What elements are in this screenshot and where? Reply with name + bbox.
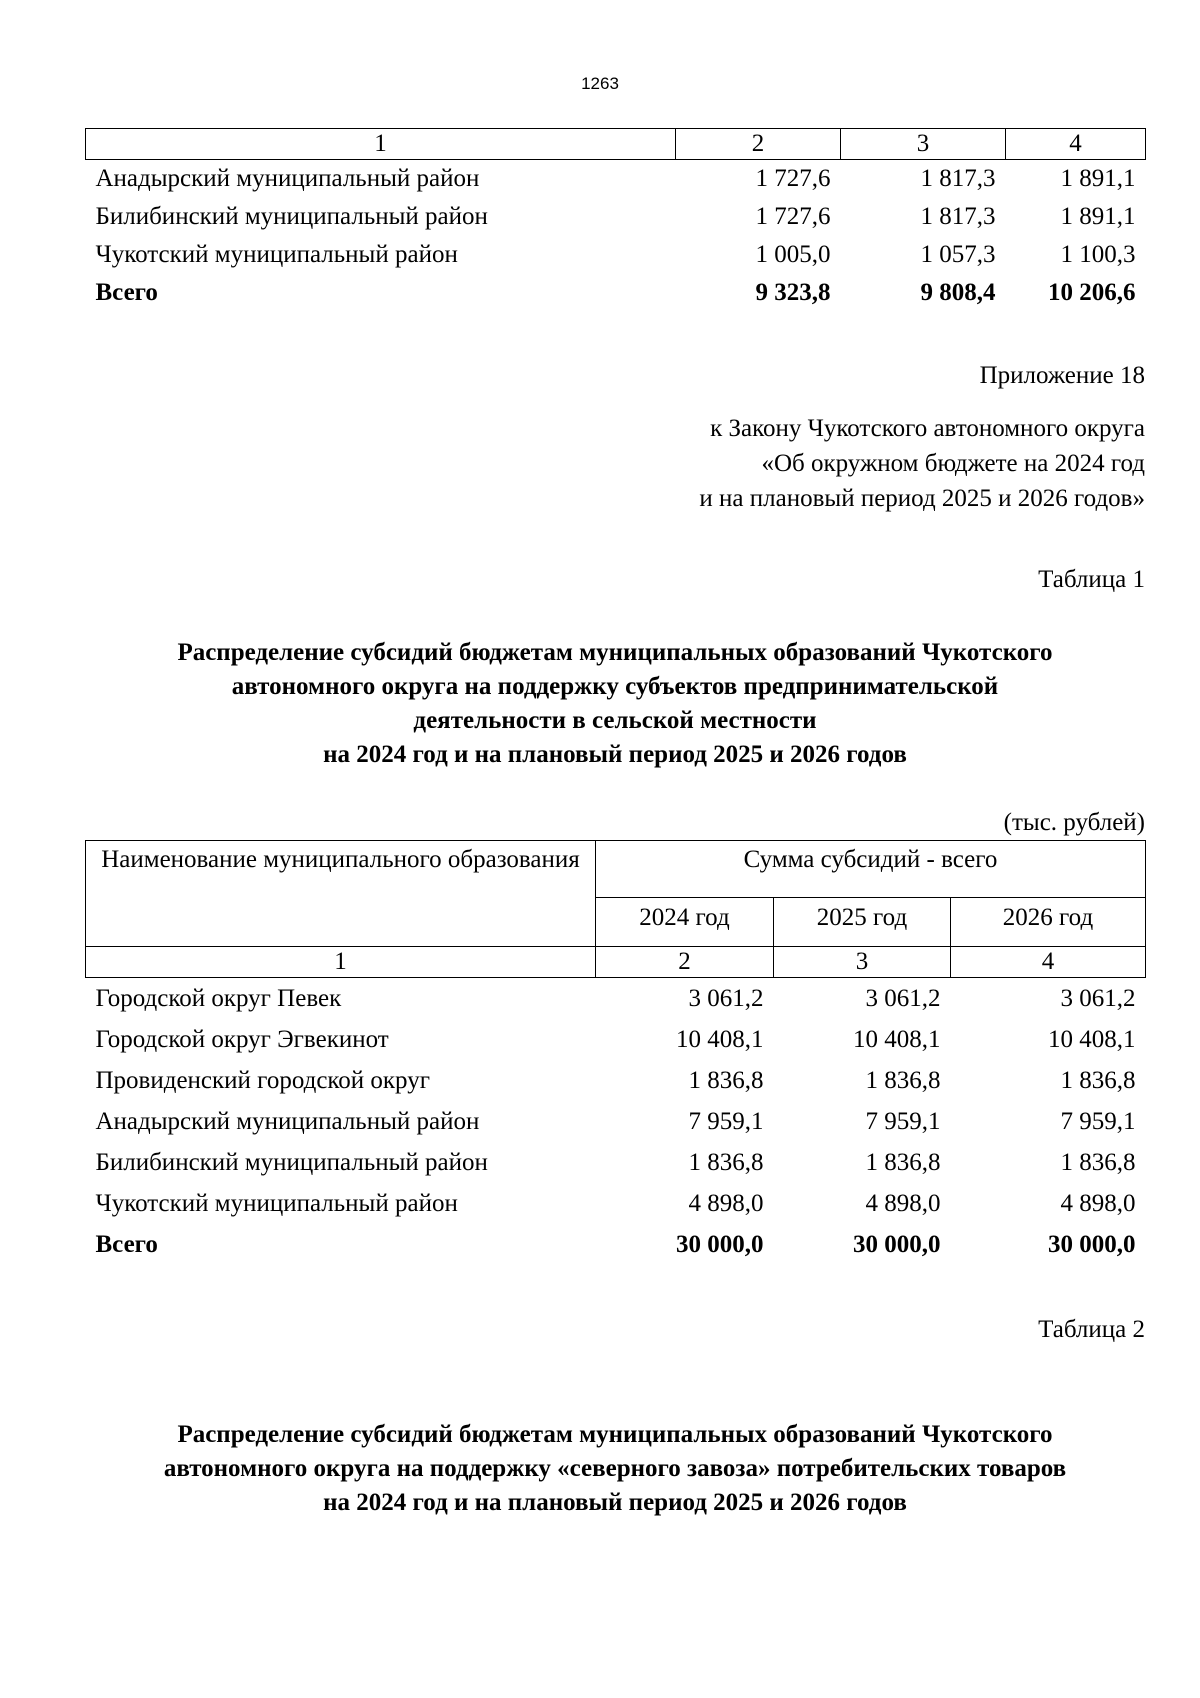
total-2026: 10 206,6 bbox=[1048, 279, 1136, 306]
total-label: Всего bbox=[95, 1231, 158, 1258]
municipality-name: Городской округ Певек bbox=[95, 985, 342, 1012]
index-cell: 2 bbox=[596, 947, 774, 978]
heading-line: на 2024 год и на плановый период 2025 и 2026 годов bbox=[323, 1489, 907, 1516]
year-header-2025: 2025 год bbox=[774, 898, 951, 947]
table-row bbox=[86, 198, 1146, 236]
table-row bbox=[86, 1060, 1146, 1101]
value-2026: 7 959,1 bbox=[1060, 1108, 1136, 1135]
appendix-reference-line: «Об окружном бюджете на 2024 год bbox=[761, 450, 1145, 477]
value-2026: 3 061,2 bbox=[1060, 985, 1136, 1012]
municipality-name: Провиденский городской округ bbox=[95, 1067, 430, 1094]
value-2024: 10 408,1 bbox=[676, 1026, 764, 1053]
value-2025: 1 836,8 bbox=[865, 1067, 941, 1094]
value-2026: 4 898,0 bbox=[1060, 1190, 1136, 1217]
table-row bbox=[86, 160, 1146, 199]
continuation-table-index-row bbox=[86, 129, 1146, 160]
table1-heading bbox=[60, 636, 1170, 772]
table-row bbox=[86, 978, 1146, 1020]
value-2026: 1 891,1 bbox=[1060, 203, 1136, 230]
heading-line: деятельности в сельской местности bbox=[413, 707, 817, 734]
appendix-reference-line: к Закону Чукотского автономного округа bbox=[710, 415, 1145, 442]
value-2025: 3 061,2 bbox=[865, 985, 941, 1012]
year-header-2024: 2024 год bbox=[596, 898, 774, 947]
value-2025: 4 898,0 bbox=[865, 1190, 941, 1217]
value-2026: 1 836,8 bbox=[1060, 1067, 1136, 1094]
index-cell: 1 bbox=[86, 129, 676, 160]
value-2026: 1 836,8 bbox=[1060, 1149, 1136, 1176]
heading-line: на 2024 год и на плановый период 2025 и 2026 годов bbox=[323, 741, 907, 768]
index-cell: 1 bbox=[86, 947, 596, 978]
municipality-column-header: Наименование муниципального образования bbox=[86, 841, 596, 947]
index-row bbox=[86, 947, 1146, 978]
heading-line: Распределение субсидий бюджетам муниципальных образований Чукотского bbox=[177, 639, 1053, 666]
total-row bbox=[86, 274, 1146, 312]
year-header-2026: 2026 год bbox=[951, 898, 1146, 947]
table-row bbox=[86, 1142, 1146, 1183]
heading-line: автономного округа на поддержку субъектов предпринимательской bbox=[231, 673, 999, 700]
value-2025: 7 959,1 bbox=[865, 1108, 941, 1135]
municipality-name: Билибинский муниципальный район bbox=[95, 1149, 488, 1176]
heading-line: автономного округа на поддержку «северного завоза» потребительских товаров bbox=[163, 1455, 1067, 1482]
table-row bbox=[86, 1019, 1146, 1060]
table-row bbox=[86, 236, 1146, 274]
value-2026: 1 891,1 bbox=[1060, 165, 1136, 192]
total-2025: 9 808,4 bbox=[920, 279, 996, 306]
table-row bbox=[86, 1183, 1146, 1224]
municipality-name: Чукотский муниципальный район bbox=[95, 241, 458, 268]
value-2025: 1 057,3 bbox=[920, 241, 996, 268]
value-2024: 1 727,6 bbox=[755, 165, 831, 192]
total-2024: 9 323,8 bbox=[755, 279, 831, 306]
value-2025: 1 836,8 bbox=[865, 1149, 941, 1176]
appendix-reference-line: и на плановый период 2025 и 2026 годов» bbox=[699, 485, 1145, 512]
index-cell: 2 bbox=[676, 129, 841, 160]
index-cell: 4 bbox=[951, 947, 1146, 978]
heading-line: Распределение субсидий бюджетам муниципальных образований Чукотского bbox=[177, 1421, 1053, 1448]
index-cell: 4 bbox=[1006, 129, 1146, 160]
value-2024: 1 836,8 bbox=[688, 1067, 764, 1094]
value-2024: 1 005,0 bbox=[755, 241, 831, 268]
page-number: 1263 bbox=[581, 74, 619, 93]
units-label: (тыс. рублей) bbox=[1003, 809, 1145, 836]
appendix-title: Приложение 18 bbox=[979, 362, 1145, 389]
total-2026: 30 000,0 bbox=[1048, 1231, 1136, 1258]
value-2025: 10 408,1 bbox=[853, 1026, 941, 1053]
table2-label: Таблица 2 bbox=[1038, 1316, 1145, 1343]
municipality-name: Анадырский муниципальный район bbox=[95, 165, 480, 192]
municipality-name: Билибинский муниципальный район bbox=[95, 203, 488, 230]
municipality-name: Анадырский муниципальный район bbox=[95, 1108, 480, 1135]
value-2026: 1 100,3 bbox=[1060, 241, 1136, 268]
value-2026: 10 408,1 bbox=[1048, 1026, 1136, 1053]
table2-heading bbox=[60, 1418, 1170, 1520]
value-2024: 7 959,1 bbox=[688, 1108, 764, 1135]
index-cell: 3 bbox=[774, 947, 951, 978]
table-row bbox=[86, 1101, 1146, 1142]
value-2024: 1 727,6 bbox=[755, 203, 831, 230]
value-2024: 1 836,8 bbox=[688, 1149, 764, 1176]
municipality-name: Чукотский муниципальный район bbox=[95, 1190, 458, 1217]
municipality-name: Городской округ Эгвекинот bbox=[95, 1026, 389, 1053]
subsidy-table bbox=[85, 840, 1146, 1265]
sum-column-header: Сумма субсидий - всего bbox=[596, 841, 1146, 898]
value-2025: 1 817,3 bbox=[920, 165, 996, 192]
index-cell: 3 bbox=[841, 129, 1006, 160]
continuation-table bbox=[85, 128, 1146, 312]
total-2024: 30 000,0 bbox=[676, 1231, 764, 1258]
value-2024: 3 061,2 bbox=[688, 985, 764, 1012]
total-2025: 30 000,0 bbox=[853, 1231, 941, 1258]
total-label: Всего bbox=[95, 279, 158, 306]
table1-label: Таблица 1 bbox=[1038, 566, 1145, 593]
appendix-reference bbox=[699, 411, 1145, 516]
total-row bbox=[86, 1224, 1146, 1265]
value-2025: 1 817,3 bbox=[920, 203, 996, 230]
value-2024: 4 898,0 bbox=[688, 1190, 764, 1217]
